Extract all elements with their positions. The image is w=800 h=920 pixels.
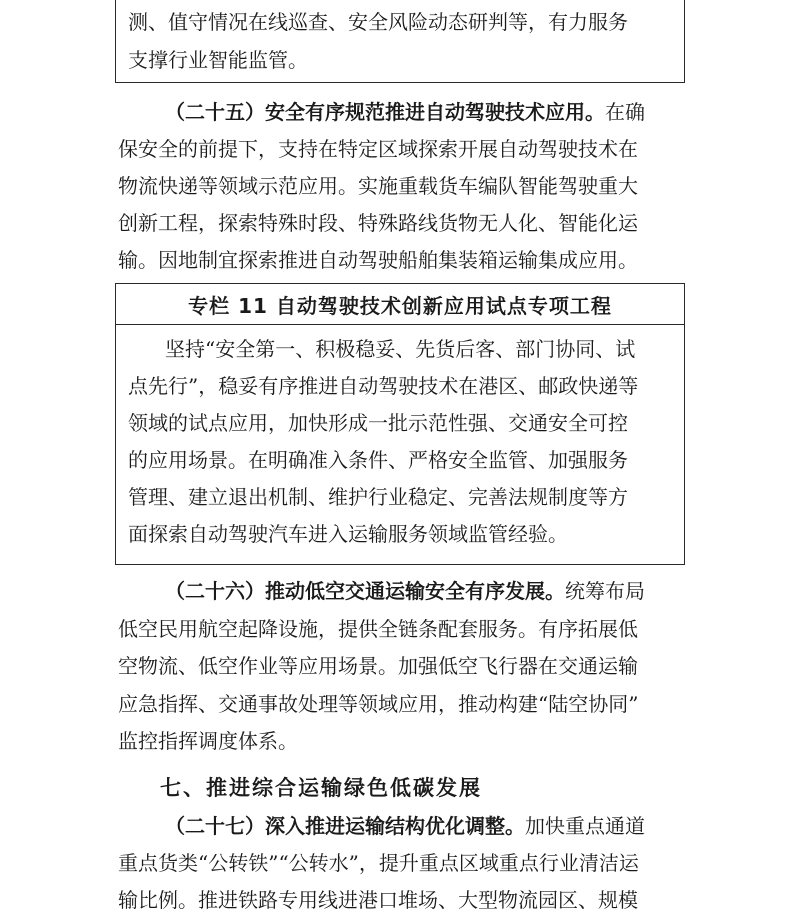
para27-line-3: 输比例。推进铁路专用线进港口堆场、大型物流园区、规模	[118, 888, 638, 912]
para25-line-3: 物流快递等领域示范应用。实施重载货车编队智能驾驶重大	[118, 174, 638, 198]
box11-line-6: 面探索自动驾驶汽车进入运输服务领域监管经验。	[128, 522, 568, 546]
para26-first-line-rest: 统筹布局	[565, 579, 645, 603]
para25-first-line-rest: 在确	[605, 100, 645, 124]
top-box-line-1: 测、值守情况在线巡查、安全风险动态研判等，有力服务	[128, 10, 628, 34]
para27-line-2: 重点货类“公转铁”“公转水”，提升重点区域重点行业清洁运	[118, 851, 639, 875]
para27-first-line	[165, 808, 645, 844]
box11-line-3: 领域的试点应用，加快形成一批示范性强、交通安全可控	[128, 411, 628, 435]
box11-line-4: 的应用场景。在明确准入条件、严格安全监管、加强服务	[128, 448, 628, 472]
column-box-11-title: 专栏 11 自动驾驶技术创新应用试点专项工程	[116, 284, 684, 325]
para26-line-5: 监控指挥调度体系。	[118, 729, 298, 753]
para26-line-4: 应急指挥、交通事故处理等领域应用，推动构建“陆空协同”	[118, 692, 639, 716]
para25-line-4: 创新工程，探索特殊时段、特殊路线货物无人化、智能化运	[118, 211, 638, 235]
para25-first-line	[165, 94, 645, 130]
para25-heading: （二十五）安全有序规范推进自动驾驶技术应用。	[165, 100, 605, 124]
top-box-line-2: 支撑行业智能监管。	[128, 48, 308, 72]
section-7-heading: 七、推进综合运输绿色低碳发展	[160, 776, 482, 800]
para26-line-3: 空物流、低空作业等应用场景。加强低空飞行器在交通运输	[118, 654, 638, 678]
para26-line-2: 低空民用航空起降设施，提供全链条配套服务。有序拓展低	[118, 617, 638, 641]
para25-line-5: 输。因地制宜探索推进自动驾驶船舶集装箱运输集成应用。	[118, 248, 638, 272]
box11-line-2: 点先行”，稳妥有序推进自动驾驶技术在港区、邮政快递等	[128, 374, 639, 398]
box11-line-1: 坚持“安全第一、积极稳妥、先货后客、部门协同、试	[165, 337, 636, 361]
para27-heading: （二十七）深入推进运输结构优化调整。	[165, 814, 525, 838]
para25-line-2: 保安全的前提下，支持在特定区域探索开展自动驾驶技术在	[118, 137, 638, 161]
box11-line-5: 管理、建立退出机制、维护行业稳定、完善法规制度等方	[128, 485, 628, 509]
para26-first-line	[165, 573, 645, 609]
para26-heading: （二十六）推动低空交通运输安全有序发展。	[165, 579, 565, 603]
para27-first-line-rest: 加快重点通道	[525, 814, 645, 838]
